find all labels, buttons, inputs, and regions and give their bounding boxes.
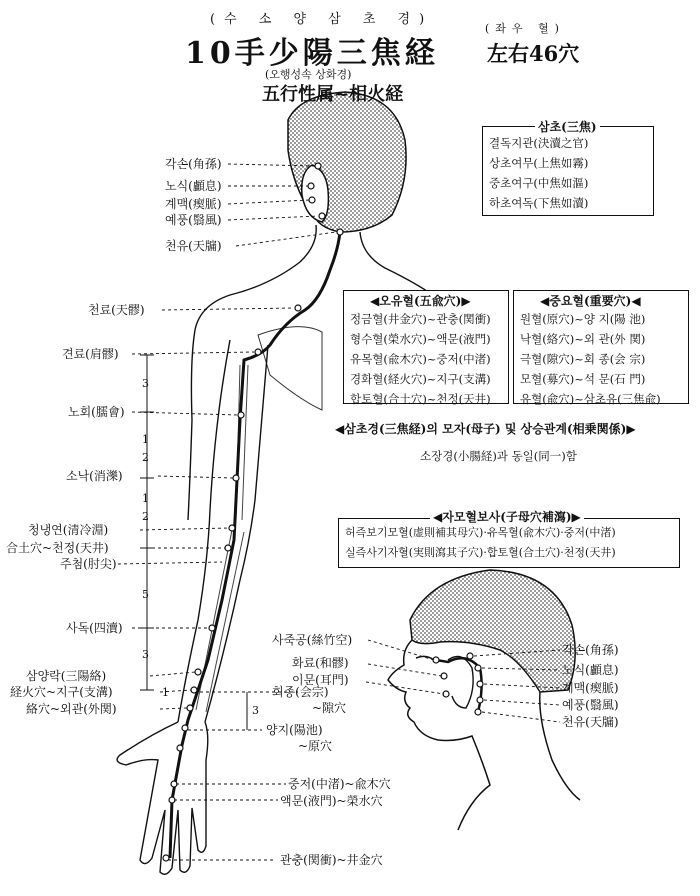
label-zhongzhu: 중저(中渚)~兪木穴: [288, 777, 391, 791]
measure-value: 3: [142, 648, 149, 661]
label-naohui: 노회(臑會): [68, 405, 125, 419]
mother-son-box-title: ◀자모혈보사(子母穴補瀉)▶: [430, 508, 584, 525]
measure-value: 1: [162, 686, 169, 699]
label-luxi-face: 노식(顱息): [562, 663, 619, 677]
arm-outline: [178, 340, 230, 722]
sanjiao-row: 상초여무(上焦如霧): [489, 156, 589, 170]
shu-row: 정금혈(井金穴)~관충(関衝): [350, 312, 491, 326]
shu-row: 경화혈(経火穴)~지구(支溝): [350, 372, 491, 386]
mother-son-row: 허즉보기모혈(虚則補其母穴)·유목혈(兪木穴)·중저(中渚): [345, 526, 616, 539]
label-tianliao: 천료(天髎): [88, 303, 145, 317]
meridian-line-face: [436, 658, 482, 712]
title-reading: (수 소 양 삼 초 경): [210, 12, 434, 27]
label-waiguan: 絡穴~외관(外関): [26, 702, 117, 716]
sanjiao-row: 결독지관(決瀆之官): [489, 136, 589, 150]
label-yifeng: 예풍(翳風): [165, 213, 222, 227]
label-yifeng-face: 예풍(翳風): [562, 698, 619, 712]
label-qimai: 계맥(瘈脈): [165, 197, 222, 211]
page-title: 10手少陽三焦経: [185, 36, 439, 71]
label-qinglengyuan: 청냉연(清冷淵): [28, 523, 109, 537]
shu-box-title: ◀오유혈(五兪穴)▶: [370, 294, 471, 308]
label-sanyangluo: 삼양락(三陽絡): [26, 669, 107, 683]
important-row: 극혈(隙穴)~회 종(会 宗): [520, 352, 646, 366]
acupoint-markers: [163, 305, 301, 861]
measure-value: 2: [142, 451, 149, 464]
important-row: 유혈(兪穴)~삼초유(三焦兪): [520, 392, 661, 406]
shu-row: 형수혈(榮水穴)~액문(液門): [350, 332, 491, 346]
shu-row: 유목혈(兪木穴)~중저(中渚): [350, 352, 491, 366]
label-jianliao: 견료(肩髎): [62, 347, 119, 361]
label-tianyou: 천유(天牖): [165, 239, 222, 253]
measure-value: 3: [252, 704, 259, 717]
label-sidu: 사독(四瀆): [66, 621, 123, 635]
measure-value: 1: [142, 433, 149, 446]
important-row: 모혈(募穴)~석 문(石 門): [520, 372, 646, 386]
label-guanchong: 관충(関衝)~井金穴: [280, 853, 383, 867]
relation-title: ◀삼초경(三焦経)의 모자(母子) 및 상승관계(相乗関係)▶: [335, 422, 636, 436]
subtitle-reading: (오행성속 상화경): [265, 68, 352, 81]
label-yemen: 액문(液門)~榮水穴: [280, 794, 383, 808]
label-zhujian: 주첨(肘尖): [60, 557, 117, 571]
hand-outline: [117, 722, 208, 874]
label-tianyou-face: 천유(天牖): [562, 715, 619, 729]
profile-ear: [448, 656, 473, 708]
body-outline: [188, 225, 316, 520]
measure-value: 2: [142, 510, 149, 523]
label-huizong: 회종(会宗): [272, 685, 329, 699]
label-heliao: 화료(和髎): [292, 656, 349, 670]
mother-son-row: 실즉사기자혈(実則瀉其子穴)·합토혈(合土穴)·천정(天井): [345, 546, 616, 559]
label-luxi: 노식(顱息): [165, 179, 222, 193]
important-row: 원혈(原穴)~양 지(陽 池): [520, 312, 646, 326]
important-box-title: ◀중요혈(重要穴)◀: [540, 294, 641, 308]
sanjiao-box: [482, 126, 654, 216]
measure-value: 5: [142, 588, 149, 601]
side-reading: (좌우 혈): [485, 22, 565, 35]
label-zhigou: 経火穴~지구(支溝): [10, 685, 113, 699]
measure-value: 1: [142, 492, 149, 505]
subtitle: 五行性属~相火経: [262, 84, 404, 105]
relation-text: 소장경(小腸経)과 동일(同一)함: [420, 449, 577, 463]
sanjiao-box-title: 삼초(三焦): [535, 118, 600, 135]
label-yangchi: 양지(陽池): [266, 723, 323, 737]
leader-lines: [118, 164, 336, 860]
side-title: 左右46穴: [487, 41, 580, 66]
measure-scale: [140, 355, 247, 730]
label-qimai-face: 계맥(瘈脈): [562, 681, 619, 695]
measure-value: 3: [142, 377, 149, 390]
sanjiao-row: 중초여구(中焦如漚): [489, 176, 589, 190]
label-jiaosun-face: 각손(角孫): [562, 643, 619, 657]
scapula: [258, 327, 322, 410]
label-xiaoluo: 소낙(消濼): [66, 469, 123, 483]
mother-son-box: [338, 518, 680, 568]
label-huizong-note: ~隙穴: [312, 701, 347, 715]
profile-head-hair: [410, 570, 575, 692]
sanjiao-row: 하초여독(下焦如瀆): [489, 196, 589, 210]
label-tianjing: 合土穴~천정(天井): [6, 541, 109, 555]
label-sizhukong: 사죽공(絲竹空): [272, 633, 353, 647]
label-jiaosun: 각손(角孫): [165, 157, 222, 171]
label-ermen: 이문(耳門): [292, 673, 349, 687]
important-row: 낙혈(絡穴)~외 관(外 関): [520, 332, 646, 346]
label-yangchi-note: ~原穴: [298, 739, 333, 753]
back-head-hair: [288, 92, 406, 232]
shu-row: 합토혈(合土穴)~천정(天井): [350, 392, 491, 406]
